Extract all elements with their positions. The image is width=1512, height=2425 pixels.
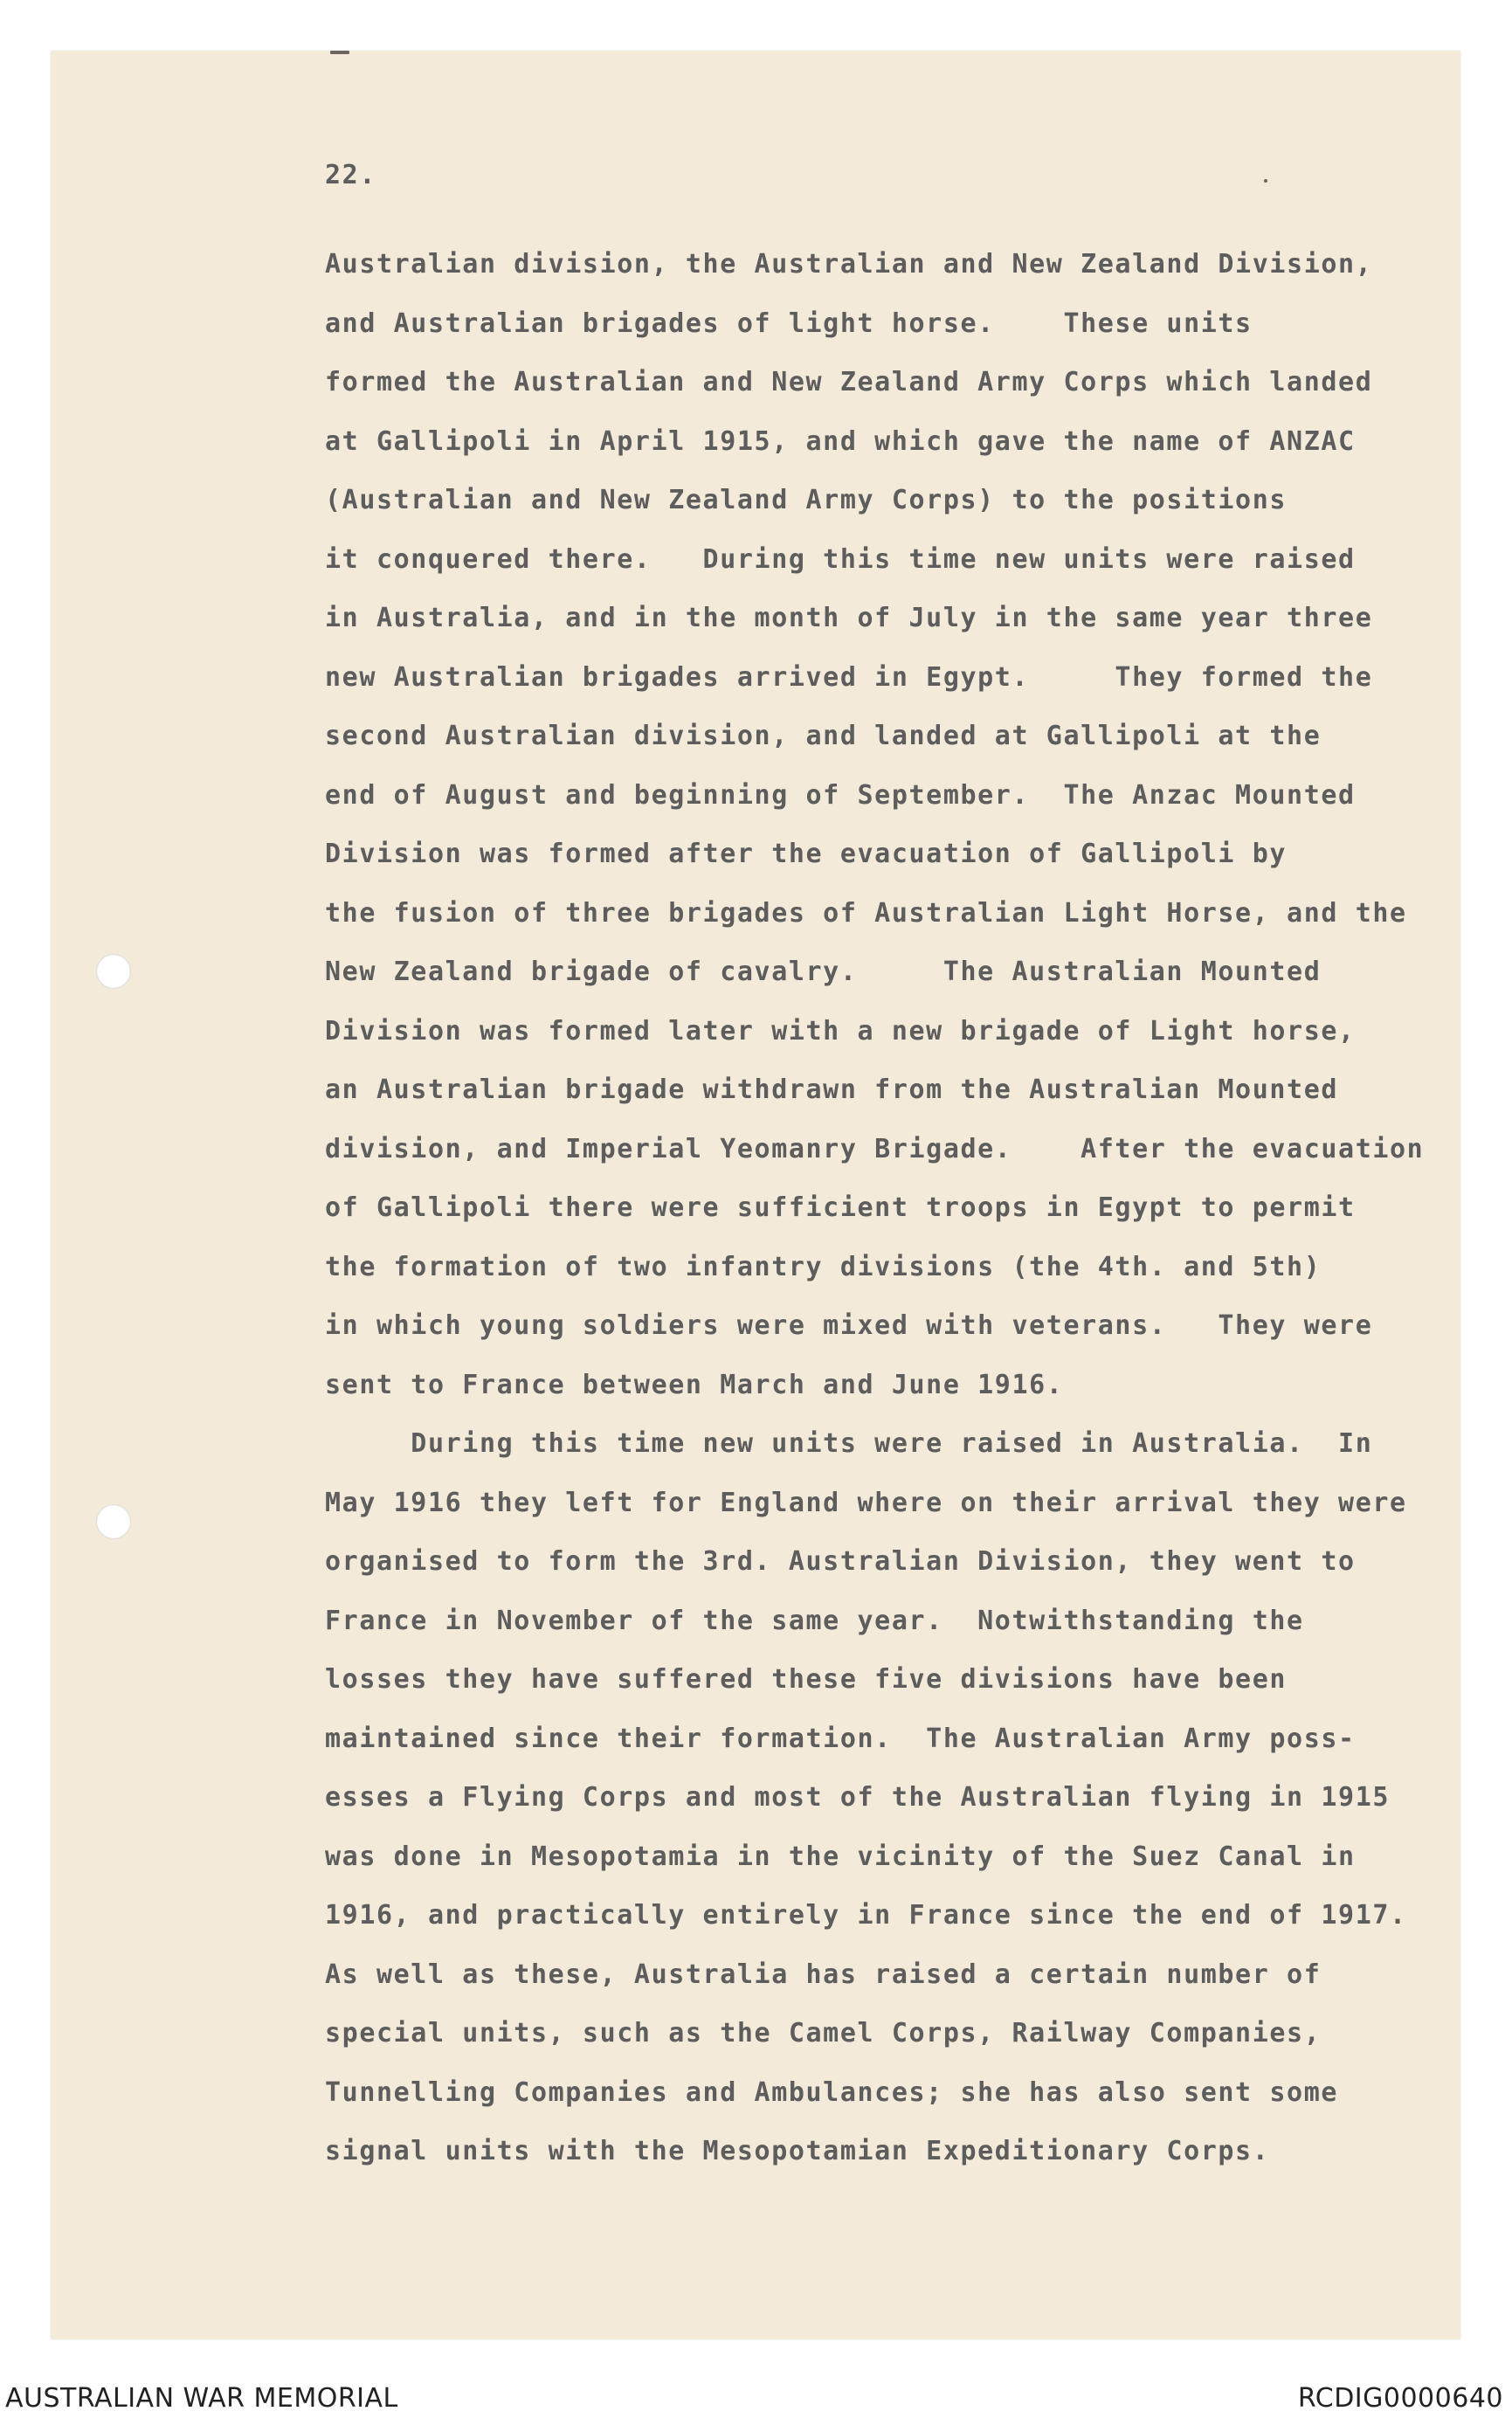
archive-id: RCDIG0000640	[1297, 2383, 1503, 2414]
text-line: in Australia, and in the month of July in the same year three	[325, 603, 1373, 633]
text-line: the formation of two infantry divisions (the 4th. and 5th)	[325, 1252, 1322, 1282]
text-line: Australian division, the Australian and New Zealand Division,	[325, 249, 1373, 280]
text-line: signal units with the Mesopotamian Expeditionary Corps.	[325, 2136, 1270, 2166]
punch-hole-bottom	[96, 1504, 131, 1539]
text-line: end of August and beginning of September. The Anzac Mounted	[325, 780, 1356, 811]
text-line: maintained since their formation. The Australian Army poss-	[325, 1724, 1356, 1754]
page-number: 22.	[325, 160, 376, 190]
text-line: of Gallipoli there were sufficient troops in Egypt to permit	[325, 1192, 1356, 1223]
punch-hole-top	[96, 954, 131, 989]
text-line: it conquered there. During this time new units were raised	[325, 544, 1356, 575]
text-line: and Australian brigades of light horse. These units	[325, 308, 1253, 339]
text-line: 1916, and practically entirely in France since the end of 1917.	[325, 1900, 1407, 1931]
text-line: Tunnelling Companies and Ambulances; she has also sent some	[325, 2077, 1339, 2108]
text-line: formed the Australian and New Zealand Army Corps which landed	[325, 367, 1373, 397]
text-line: division, and Imperial Yeomanry Brigade. After the evacuation	[325, 1134, 1425, 1164]
text-line: at Gallipoli in April 1915, and which gave the name of ANZAC	[325, 426, 1356, 457]
text-line: During this time new units were raised in Australia. In	[325, 1428, 1373, 1459]
text-line: in which young soldiers were mixed with veterans. They were	[325, 1310, 1373, 1341]
text-line: new Australian brigades arrived in Egypt. They formed the	[325, 662, 1373, 693]
text-line: losses they have suffered these five divisions have been	[325, 1664, 1288, 1695]
text-line: special units, such as the Camel Corps, Railway Companies,	[325, 2018, 1322, 2048]
text-line: Division was formed later with a new brigade of Light horse,	[325, 1016, 1356, 1047]
text-line: an Australian brigade withdrawn from the Australian Mounted	[325, 1074, 1339, 1105]
text-line: sent to France between March and June 1916.	[325, 1370, 1064, 1400]
text-line: May 1916 they left for England where on their arrival they were	[325, 1488, 1407, 1518]
text-line: New Zealand brigade of cavalry. The Australian Mounted	[325, 957, 1322, 987]
text-line: second Australian division, and landed at Gallipoli at the	[325, 721, 1322, 751]
text-line: France in November of the same year. Notwithstanding the	[325, 1606, 1304, 1636]
archive-label: AUSTRALIAN WAR MEMORIAL	[5, 2383, 398, 2414]
text-line: As well as these, Australia has raised a certain number of	[325, 1959, 1322, 1990]
text-line: (Australian and New Zealand Army Corps) to the positions	[325, 485, 1288, 515]
text-line: was done in Mesopotamia in the vicinity of the Suez Canal in	[325, 1841, 1356, 1872]
text-line: Division was formed after the evacuation of Gallipoli by	[325, 839, 1288, 869]
ink-dot	[1264, 179, 1267, 183]
text-line: the fusion of three brigades of Australian Light Horse, and the	[325, 898, 1407, 929]
text-line: organised to form the 3rd. Australian Division, they went to	[325, 1546, 1356, 1577]
text-line: esses a Flying Corps and most of the Australian flying in 1915	[325, 1782, 1391, 1813]
ink-mark	[330, 51, 349, 54]
